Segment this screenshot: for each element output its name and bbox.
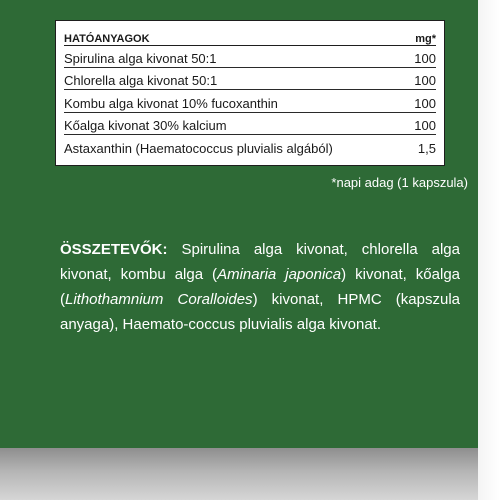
ingredients-label: ÖSSZETEVŐK:	[60, 241, 168, 258]
active-ingredients-table	[55, 20, 445, 166]
ingredient-name: Kőalga kivonat 30% kalcium	[64, 118, 227, 133]
table-header-row	[64, 27, 436, 46]
ingredient-name: Kombu alga kivonat 10% fucoxanthin	[64, 96, 278, 111]
table-header-unit: mg*	[415, 33, 436, 45]
ingredient-amount: 1,5	[417, 141, 436, 156]
ingredients-latin-name: Aminaria japonica	[217, 266, 342, 283]
table-row	[64, 92, 436, 113]
right-edge-strip	[478, 0, 500, 500]
gray-footer-band	[0, 448, 478, 500]
ingredient-amount: 100	[414, 96, 436, 111]
table-row	[64, 47, 436, 68]
ingredient-amount: 100	[414, 118, 436, 133]
ingredients-text-part: ) kivonat, HPMC (kapszula anyaga), Haemato-coccus pluvialis alga kivonat.	[60, 291, 460, 333]
daily-dose-footnote: *napi adag (1 kapszula)	[331, 175, 468, 190]
table-row	[64, 136, 436, 157]
ingredient-amount: 100	[414, 73, 436, 88]
ingredients-text-part: Spirulina alga kivonat, chlorella alga kivonat, kombu alga (	[60, 241, 460, 283]
ingredients-latin-name: Lithothamnium Coralloides	[65, 291, 253, 308]
ingredient-name: Chlorella alga kivonat 50:1	[64, 73, 218, 88]
ingredient-amount: 100	[414, 51, 436, 66]
ingredient-name: Spirulina alga kivonat 50:1	[64, 51, 217, 66]
ingredients-text-part: ) kivonat, kőalga (	[60, 266, 461, 308]
table-header-name: HATÓANYAGOK	[64, 33, 150, 45]
table-row	[64, 114, 436, 135]
ingredients-paragraph	[60, 237, 460, 337]
ingredient-name: Astaxanthin (Haematococcus pluvialis algából)	[64, 141, 333, 156]
table-row	[64, 69, 436, 90]
